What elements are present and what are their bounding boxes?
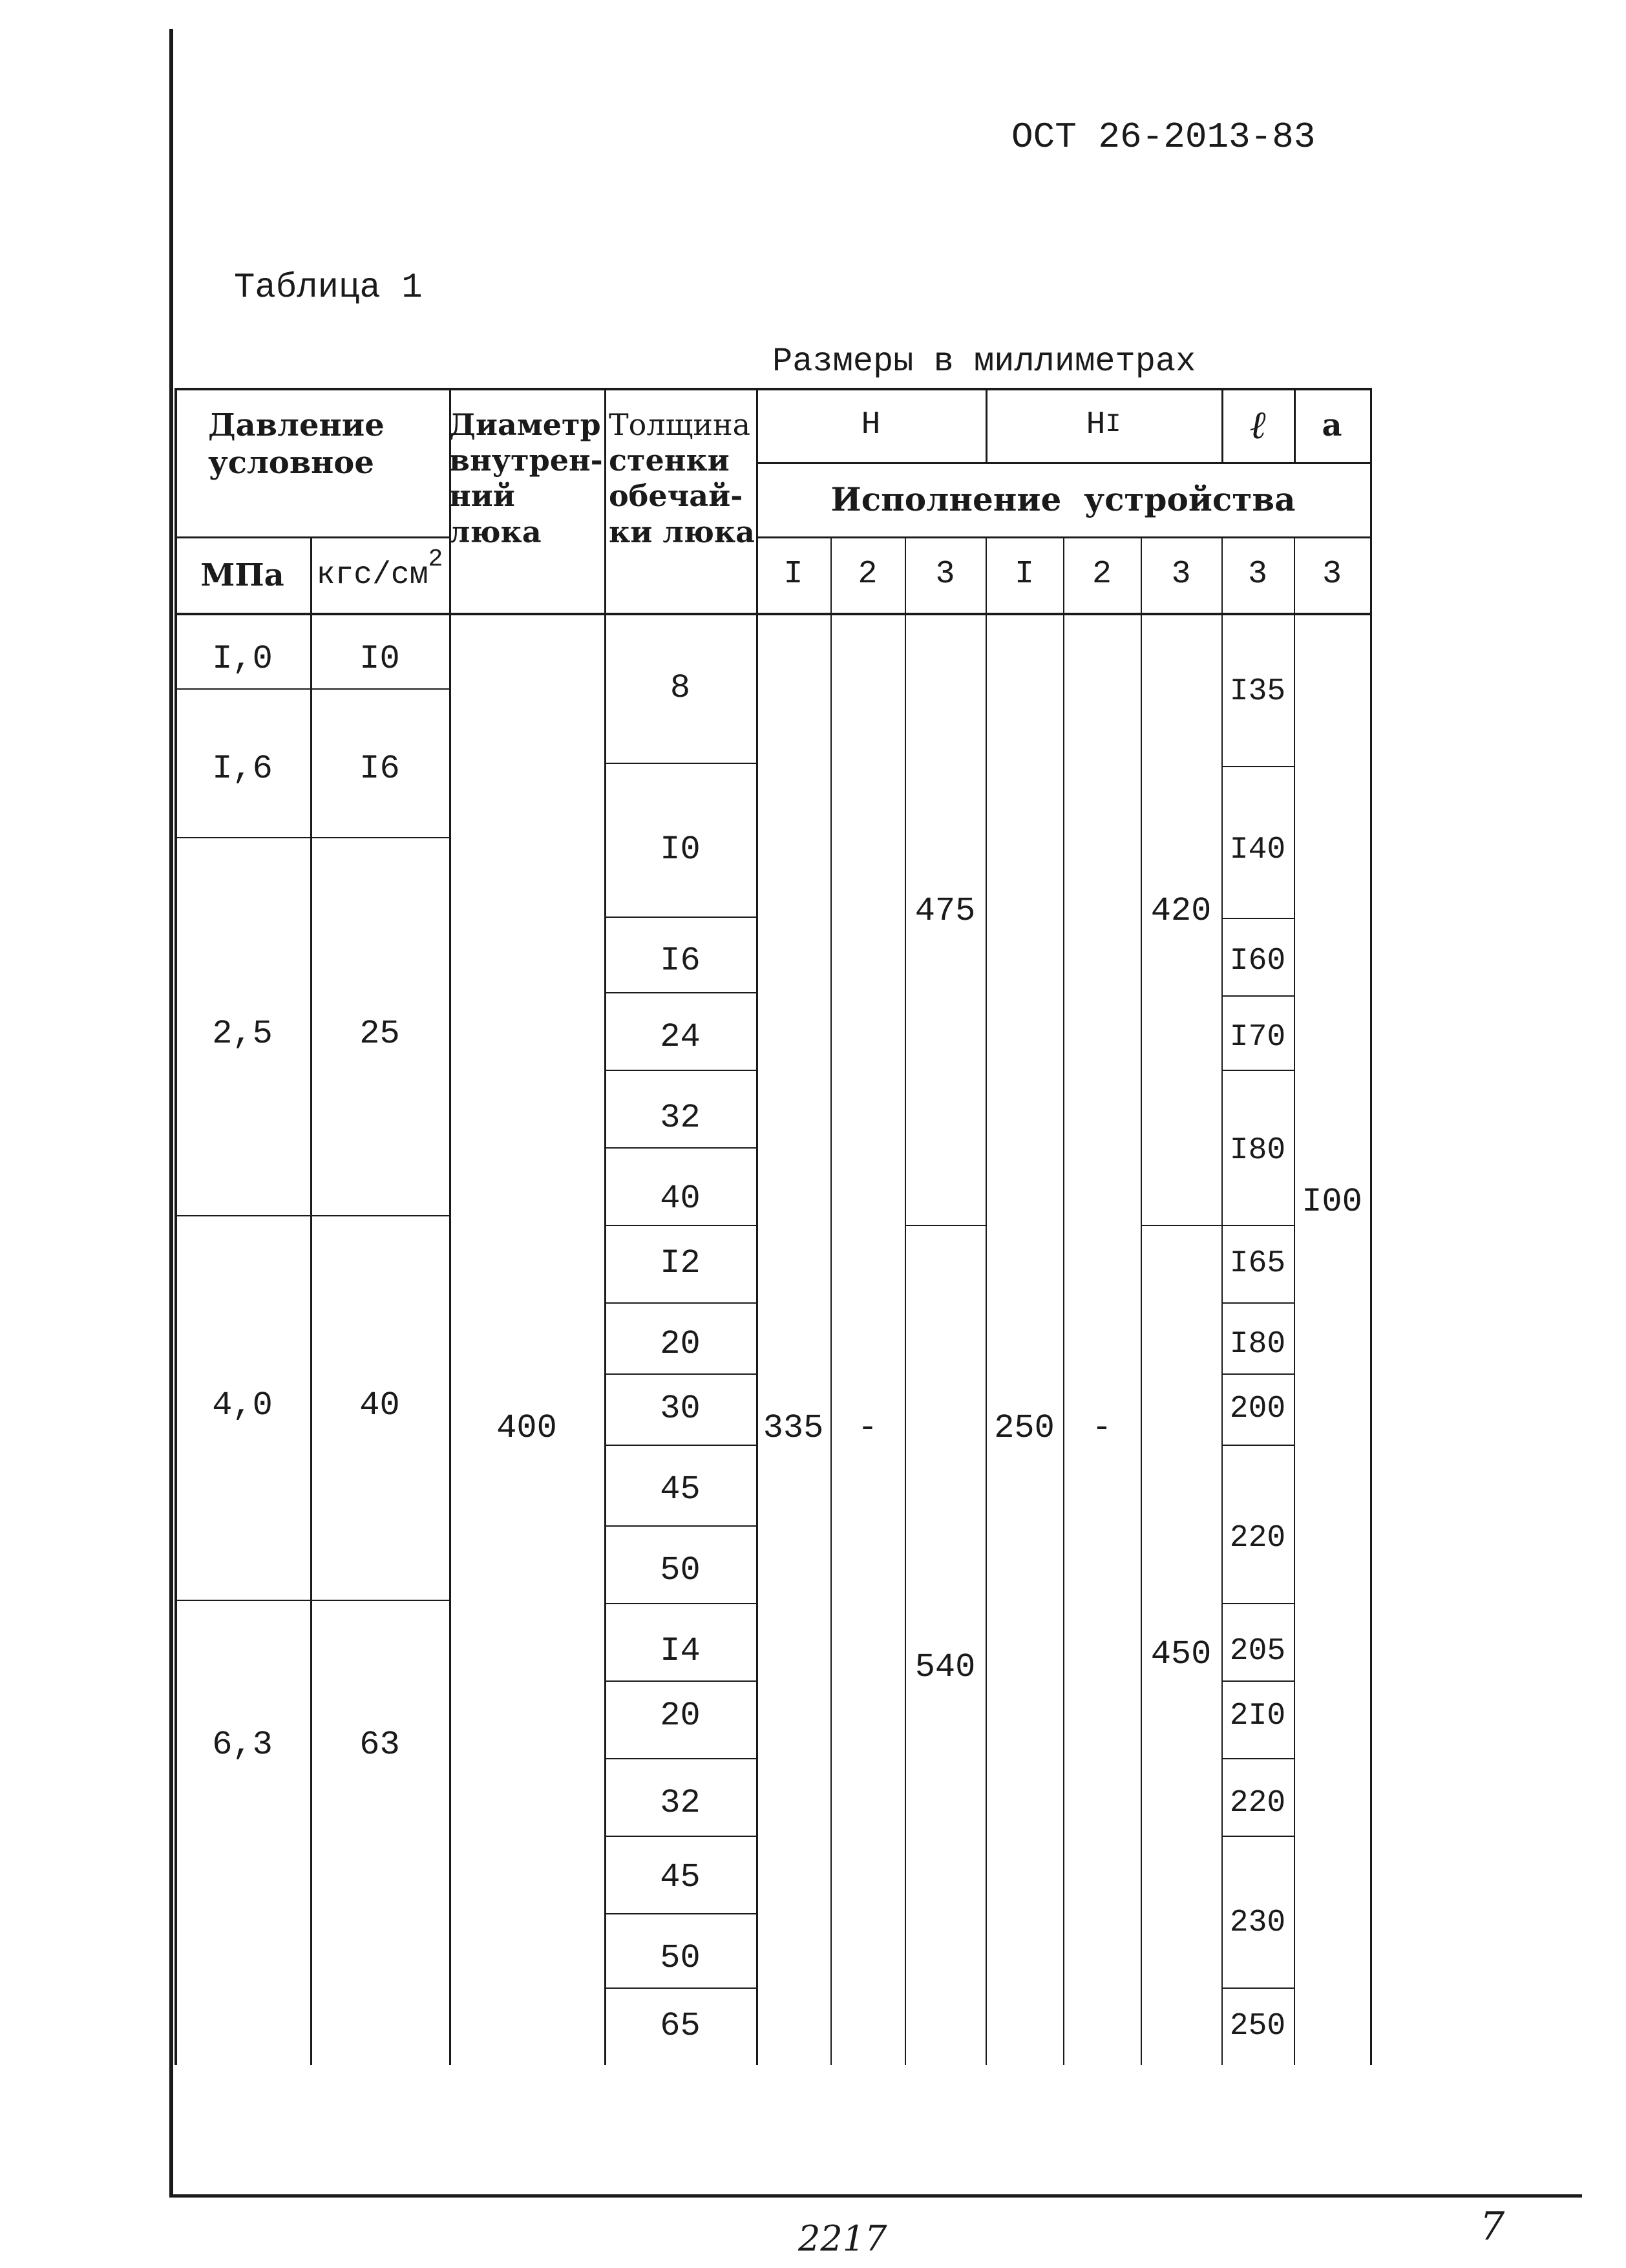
header-H1-letter: Н: [1086, 406, 1106, 443]
thickness-value-5: 40: [660, 1180, 701, 1218]
col-line-exec-2: [986, 536, 987, 2065]
H-exec1-value: 335: [763, 1409, 824, 1447]
header-bottom-line: [174, 613, 1370, 615]
l-row-line-9: [1221, 1680, 1294, 1682]
diameter-value: 400: [496, 1409, 557, 1447]
pressure-kgf-4: 63: [359, 1726, 400, 1764]
thickness-row-line-11: [604, 1680, 756, 1682]
pressure-row-line-3: [174, 1600, 449, 1601]
header-diameter-line3: ний: [449, 478, 515, 514]
col-line-exec-6: [1294, 536, 1295, 2065]
units-note: Размеры в миллиметрах: [772, 343, 1196, 381]
col-line-exec-1: [905, 536, 906, 2065]
thickness-value-16: 65: [660, 2007, 701, 2045]
H-exec3-upper-value: 475: [914, 892, 976, 930]
page-bottom-border: [173, 2194, 1582, 2198]
thickness-row-line-13: [604, 1836, 756, 1837]
l-row-line-7: [1221, 1445, 1294, 1446]
pressure-kgf-1: I6: [359, 750, 400, 788]
page-left-border: [169, 29, 173, 2198]
l-row-line-2: [1221, 995, 1294, 997]
thickness-row-line-6: [604, 1302, 756, 1304]
l-value-0: I35: [1229, 674, 1286, 709]
thickness-row-line-7: [604, 1373, 756, 1375]
l-row-line-4: [1221, 1225, 1294, 1226]
pressure-mpa-2: 2,5: [212, 1015, 273, 1053]
col-line-exec-3: [1063, 536, 1064, 2065]
l-value-5: I65: [1229, 1246, 1286, 1281]
a-value: I00: [1302, 1183, 1362, 1221]
H1-exec3-upper-value: 420: [1150, 892, 1212, 930]
l-row-line-8: [1221, 1603, 1294, 1604]
l-value-4: I80: [1229, 1133, 1286, 1168]
l-value-6: I80: [1229, 1327, 1286, 1362]
header-mpa: МПа: [200, 557, 284, 593]
l-value-13: 250: [1229, 2009, 1286, 2044]
l-row-line-0: [1221, 766, 1294, 767]
header-thickness: [609, 407, 757, 601]
l-row-line-6: [1221, 1373, 1294, 1375]
header-diameter: [449, 407, 604, 601]
thickness-value-0: 8: [670, 669, 691, 707]
pressure-mpa-4: 6,3: [212, 1726, 273, 1764]
H1-exec1-value: 250: [994, 1409, 1055, 1447]
l-row-line-5: [1221, 1302, 1294, 1304]
header-diameter-line2: внутрен-: [449, 443, 603, 478]
header-H1-subscript: I: [1105, 410, 1121, 440]
l-value-2: I60: [1229, 944, 1286, 979]
thickness-value-3: 24: [660, 1018, 701, 1056]
header-execution: Исполнение устройства: [830, 480, 1296, 518]
thickness-value-15: 50: [660, 1939, 701, 1977]
pressure-row-line-2: [174, 1215, 449, 1216]
thickness-row-line-0: [604, 763, 756, 764]
thickness-row-line-8: [604, 1445, 756, 1446]
thickness-value-13: 32: [660, 1784, 701, 1822]
l-row-line-11: [1221, 1836, 1294, 1837]
exec-number-4: 2: [1092, 556, 1112, 593]
col-line-thickness: [756, 388, 758, 2065]
pressure-kgf-3: 40: [359, 1386, 400, 1425]
pressure-row-line-1: [174, 837, 449, 838]
H-exec3-divider: [905, 1225, 986, 1226]
H-exec2-value: -: [857, 1409, 878, 1447]
l-value-9: 205: [1229, 1634, 1286, 1669]
col-line-exec-4: [1141, 536, 1142, 2065]
l-value-7: 200: [1229, 1392, 1286, 1426]
l-value-12: 230: [1229, 1905, 1286, 1940]
page-number: 7: [1480, 2204, 1505, 2249]
thickness-value-11: I4: [660, 1632, 701, 1670]
header-l: ℓ: [1249, 402, 1266, 448]
header-thickness-line2: стенки: [609, 443, 730, 478]
thickness-value-14: 45: [660, 1858, 701, 1896]
l-row-line-10: [1221, 1758, 1294, 1759]
l-value-11: 220: [1229, 1786, 1286, 1821]
header-thickness-line3: обечай-: [609, 478, 743, 514]
header-pressure: [208, 407, 441, 536]
H1-exec3-divider: [1141, 1225, 1221, 1226]
col-line-exec-0: [830, 536, 832, 2065]
thickness-value-2: I6: [660, 942, 701, 980]
thickness-row-line-10: [604, 1603, 756, 1604]
exec-number-7: 3: [1322, 556, 1342, 593]
pressure-row-line-0: [174, 688, 449, 690]
header-pressure-line1: Давление: [208, 407, 385, 443]
thickness-row-line-9: [604, 1525, 756, 1527]
header-kgf-text: кгс/см: [316, 558, 428, 593]
thickness-value-7: 20: [660, 1325, 701, 1363]
thickness-value-8: 30: [660, 1390, 701, 1428]
thickness-value-4: 32: [660, 1099, 701, 1137]
exec-number-6: 3: [1247, 556, 1267, 593]
thickness-row-line-1: [604, 917, 756, 918]
pressure-kgf-2: 25: [359, 1015, 400, 1053]
header-a: а: [1322, 407, 1342, 443]
l-value-10: 2I0: [1229, 1699, 1286, 1733]
l-row-line-1: [1221, 918, 1294, 919]
header-kgf-sup: 2: [428, 546, 443, 573]
header-pressure-line2: условное: [208, 444, 374, 481]
H1-exec2-value: -: [1092, 1409, 1112, 1447]
thickness-value-12: 20: [660, 1697, 701, 1735]
thickness-value-1: I0: [660, 831, 701, 869]
pressure-kgf-0: I0: [359, 640, 400, 678]
l-value-8: 220: [1229, 1521, 1286, 1556]
header-diameter-line4: люка: [449, 514, 542, 549]
exec-number-3: I: [1014, 556, 1034, 593]
thickness-value-10: 50: [660, 1551, 701, 1589]
thickness-row-line-3: [604, 1070, 756, 1071]
header-thickness-line4: ки люка: [609, 514, 755, 549]
pressure-mpa-1: I,6: [212, 750, 273, 788]
thickness-row-line-2: [604, 992, 756, 993]
table-caption: Таблица 1: [234, 268, 423, 308]
l-value-1: I40: [1229, 832, 1286, 867]
exec-number-2: 3: [935, 556, 955, 593]
thickness-row-line-12: [604, 1758, 756, 1759]
footer-stamp: 2217: [798, 2218, 887, 2259]
l-value-3: I70: [1229, 1020, 1286, 1055]
header-H: Н: [861, 406, 881, 443]
thickness-value-9: 45: [660, 1470, 701, 1509]
l-row-line-12: [1221, 1987, 1294, 1989]
pressure-mpa-0: I,0: [212, 640, 273, 678]
header-diameter-line1: Диаметр: [449, 407, 601, 442]
thickness-value-6: I2: [660, 1244, 701, 1282]
header-thickness-line1: Толщина: [609, 407, 751, 442]
thickness-row-line-5: [604, 1225, 756, 1226]
l-row-line-3: [1221, 1070, 1294, 1071]
exec-number-0: I: [783, 556, 803, 593]
pressure-mpa-3: 4,0: [212, 1386, 273, 1425]
thickness-row-line-14: [604, 1913, 756, 1914]
exec-number-5: 3: [1171, 556, 1191, 593]
thickness-row-line-15: [604, 1987, 756, 1989]
document-code: ОСТ 26-2013-83: [1011, 116, 1316, 158]
header-H1: [986, 388, 1221, 462]
exec-number-1: 2: [858, 556, 878, 593]
thickness-row-line-4: [604, 1147, 756, 1149]
col-line-kgf: [449, 388, 451, 2065]
col-line-right: [1370, 388, 1372, 2065]
header-kgf: [310, 540, 449, 611]
H-exec3-lower-value: 540: [914, 1648, 976, 1686]
H1-exec3-lower-value: 450: [1150, 1635, 1212, 1673]
